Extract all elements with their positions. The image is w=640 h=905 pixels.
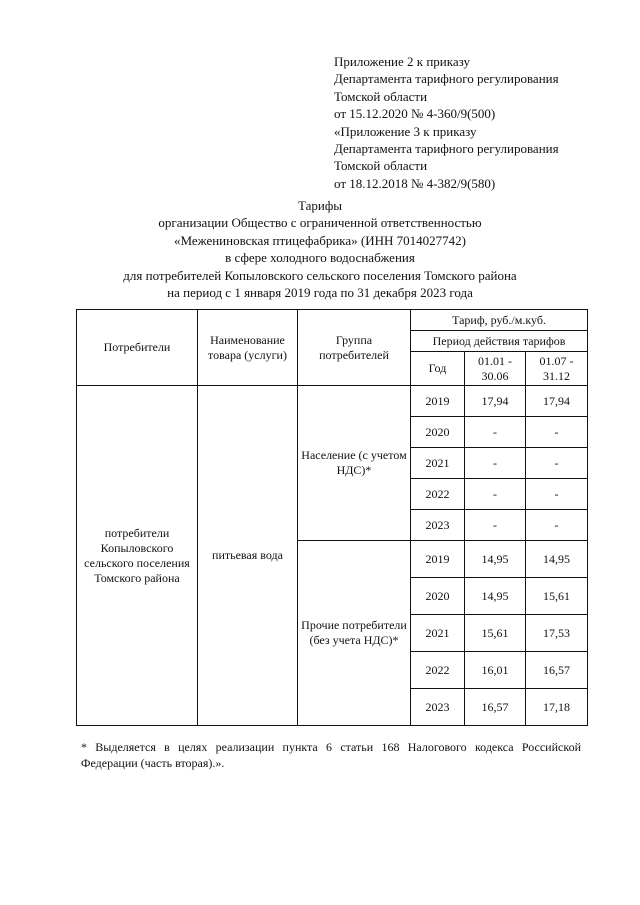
header-period: Период действия тарифов [411,331,588,352]
header-goods: Наименование товара (услуги) [198,310,298,386]
tariff-cell: 16,01 [465,652,526,689]
tariff-cell: - [526,510,588,541]
tariff-cell: 17,94 [526,386,588,417]
year-cell: 2023 [411,689,465,726]
tariff-cell: 17,94 [465,386,526,417]
tariff-cell: - [465,510,526,541]
title-line: для потребителей Копыловского сельского поселения Томского района [123,267,517,283]
tariff-cell: 17,18 [526,689,588,726]
attachment-line: «Приложение 3 к приказу [334,123,477,139]
attachment-line: от 18.12.2018 № 4-382/9(580) [334,175,496,191]
document-title [0,197,640,301]
header-year: Год [411,352,465,386]
tariff-cell: - [526,417,588,448]
tariff-cell: 15,61 [526,578,588,615]
header-consumers: Потребители [77,310,198,386]
attachment-line: от 15.12.2020 № 4-360/9(500) [334,106,496,122]
header-tariff: Тариф, руб./м.куб. [411,310,588,331]
tariff-cell: 15,61 [465,615,526,652]
tariff-cell: 16,57 [526,652,588,689]
title-line: организации Общество с ограниченной ответственностью [158,215,482,231]
group-cell: Прочие потребители (без учета НДС)* [298,541,411,726]
consumer-cell: потребители Копыловского сельского поселения Томского района [77,386,198,726]
year-cell: 2019 [411,386,465,417]
tariff-cell: 14,95 [465,578,526,615]
attachment-line: Томской области [334,88,428,104]
tariff-cell: - [526,479,588,510]
tariff-cell: - [465,448,526,479]
attachment-line: Департамента тарифного регулирования [334,71,559,87]
footnote: * Выделяется в целях реализации пункта 6 статьи 168 Налогового кодекса Российской Федерации (часть вторая).». [81,740,581,770]
tariff-cell: - [465,417,526,448]
attachment-block [334,53,559,192]
year-cell: 2023 [411,510,465,541]
tariff-cell: - [526,448,588,479]
year-cell: 2020 [411,578,465,615]
goods-cell: питьевая вода [198,386,298,726]
title-line: Тарифы [297,198,342,213]
year-cell: 2020 [411,417,465,448]
tariff-table [76,309,588,726]
header-group: Группа потребителей [298,310,411,386]
tariff-cell: 14,95 [465,541,526,578]
year-cell: 2019 [411,541,465,578]
tariff-cell: 16,57 [465,689,526,726]
attachment-line: Департамента тарифного регулирования [334,141,559,157]
tariff-cell: - [465,479,526,510]
year-cell: 2022 [411,479,465,510]
title-line: в сфере холодного водоснабжения [225,250,415,266]
group-cell: Население (с учетом НДС)* [298,386,411,541]
tariff-cell: 17,53 [526,615,588,652]
attachment-line: Томской области [334,158,428,174]
tariff-cell: 14,95 [526,541,588,578]
header-row [77,310,588,331]
year-cell: 2021 [411,615,465,652]
attachment-line: Приложение 2 к приказу [334,54,471,69]
header-half2: 01.07 - 31.12 [526,352,588,386]
year-cell: 2022 [411,652,465,689]
year-cell: 2021 [411,448,465,479]
table-row [77,386,588,417]
title-line: на период с 1 января 2019 года по 31 декабря 2023 года [167,285,473,301]
header-half1: 01.01 - 30.06 [465,352,526,386]
title-line: «Межениновская птицефабрика» (ИНН 7014027742) [173,232,467,248]
